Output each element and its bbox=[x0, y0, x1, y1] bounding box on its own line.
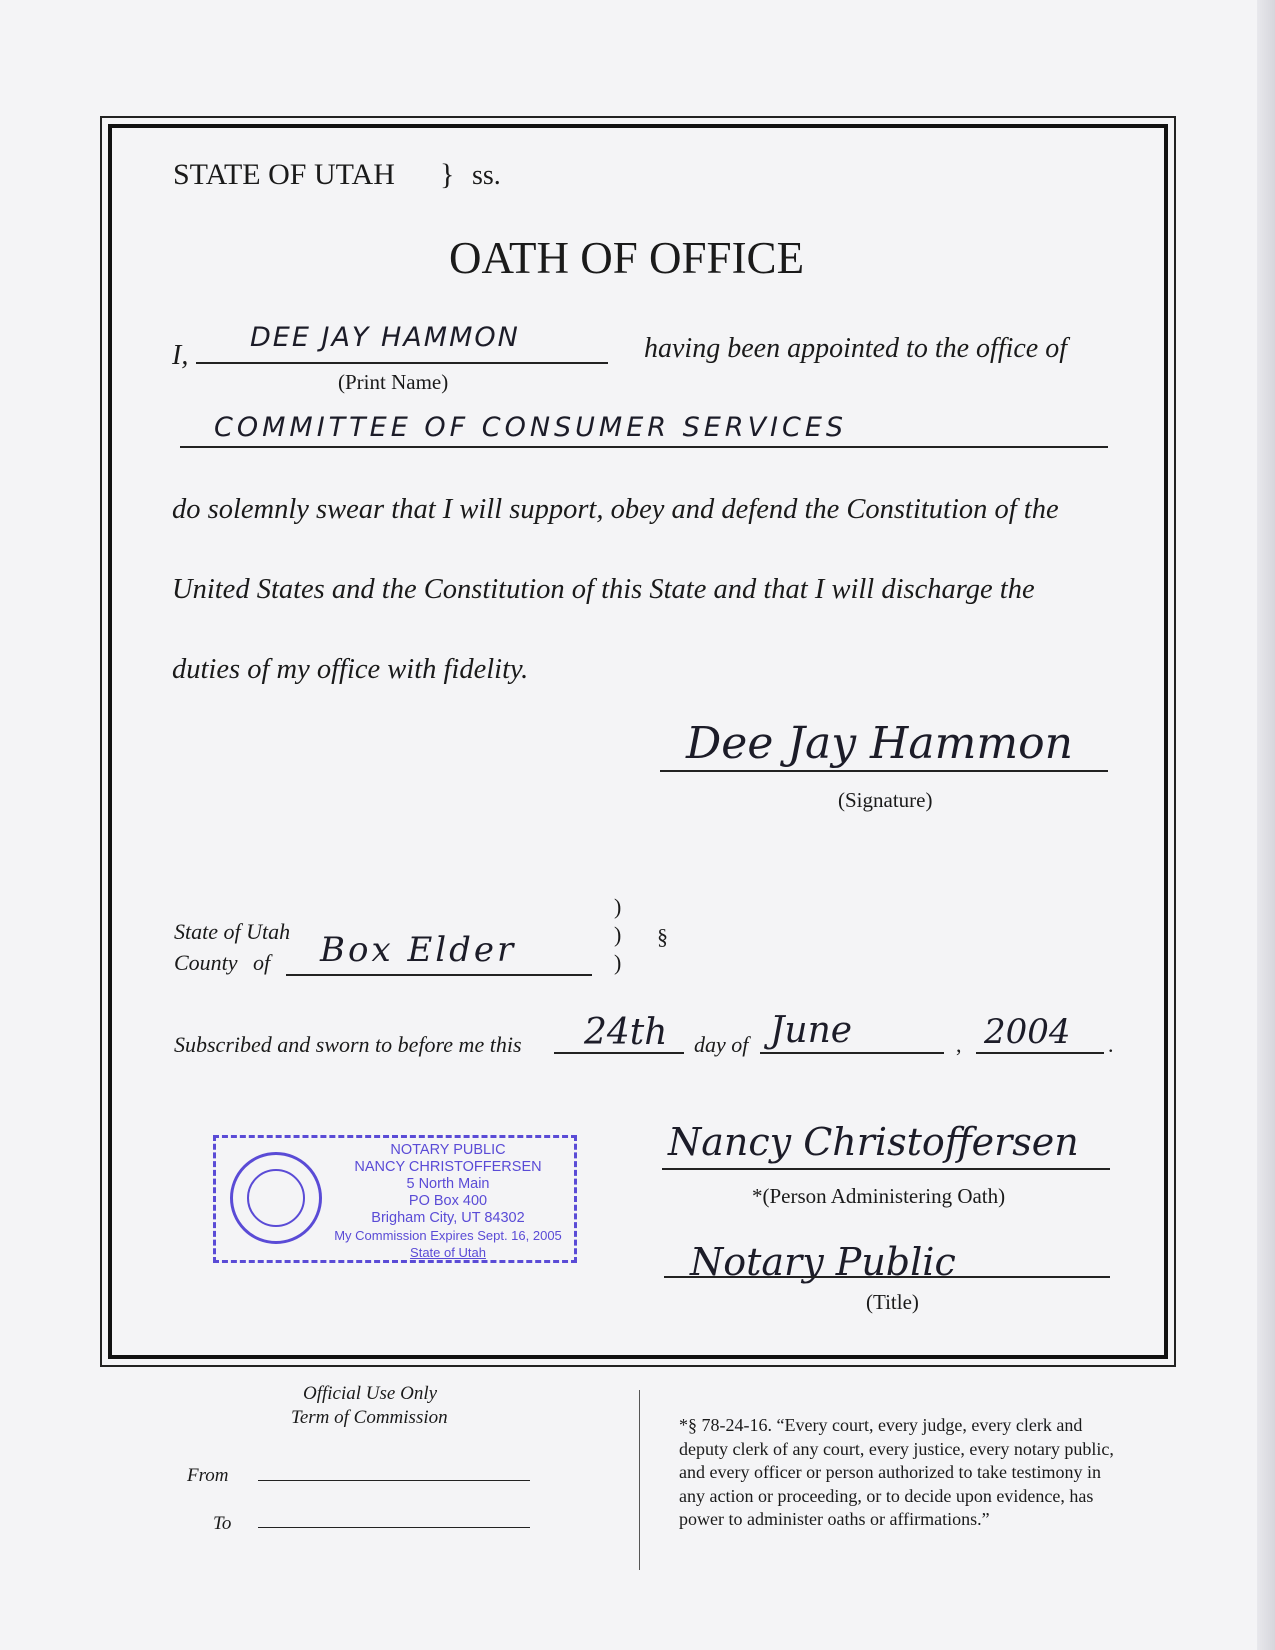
print-name-line bbox=[196, 362, 608, 364]
from-line bbox=[258, 1480, 530, 1481]
stamp-line-6: My Commission Expires Sept. 16, 2005 bbox=[334, 1228, 562, 1243]
date-period: . bbox=[1108, 1032, 1114, 1057]
term-of-commission-heading: Term of Commission bbox=[291, 1407, 448, 1428]
county-value: Box Elder bbox=[320, 930, 517, 970]
month-line bbox=[760, 1052, 944, 1054]
section-symbol: § bbox=[657, 924, 668, 949]
signature-label: (Signature) bbox=[838, 788, 933, 812]
date-comma: , bbox=[956, 1032, 962, 1057]
print-name-label: (Print Name) bbox=[338, 370, 449, 394]
footnote-line-5: power to administer oaths or affirmations.” bbox=[679, 1509, 990, 1529]
year-line bbox=[976, 1052, 1104, 1054]
oath-text-line-3: duties of my office with fidelity. bbox=[172, 654, 529, 685]
footnote-line-2: deputy clerk of any court, every justice, every notary public, bbox=[679, 1438, 1114, 1459]
appointed-text: having been appointed to the office of bbox=[644, 333, 1068, 364]
signature-line bbox=[660, 770, 1108, 772]
stamp-line-3: 5 North Main bbox=[406, 1176, 490, 1192]
office-line bbox=[180, 446, 1108, 448]
administering-line bbox=[662, 1168, 1110, 1170]
page-edge-shadow bbox=[1257, 0, 1275, 1650]
administering-label: *(Person Administering Oath) bbox=[752, 1184, 1006, 1208]
oath-text-line-1: do solemnly swear that I will support, obey and defend the Constitution of the bbox=[172, 494, 1059, 525]
stamp-line-5: Brigham City, UT 84302 bbox=[371, 1210, 525, 1226]
day-line bbox=[554, 1052, 684, 1054]
administering-signature: Nancy Christoffersen bbox=[668, 1120, 1079, 1164]
office-value: COMMITTEE OF CONSUMER SERVICES bbox=[214, 412, 848, 443]
footnote-line-3: and every officer or person authorized to take testimony in bbox=[679, 1462, 1102, 1482]
signature-value: Dee Jay Hammon bbox=[686, 718, 1073, 769]
paren-1: ) bbox=[614, 894, 622, 919]
from-label: From bbox=[187, 1465, 229, 1486]
official-use-heading: Official Use Only bbox=[303, 1383, 438, 1404]
stamp-line-2: NANCY CHRISTOFFERSEN bbox=[354, 1159, 542, 1175]
day-of-text: day of bbox=[694, 1032, 749, 1057]
i-label: I, bbox=[172, 340, 189, 371]
statute-footnote bbox=[679, 1414, 1114, 1532]
footnote-line-4: any action or proceeding, or to decide upon evidence, has bbox=[679, 1485, 1094, 1506]
county-line bbox=[286, 974, 592, 976]
footnote-line-1: *§ 78-24-16. “Every court, every judge, every clerk and bbox=[679, 1415, 1083, 1435]
stamp-line-4: PO Box 400 bbox=[408, 1193, 488, 1209]
oath-text-line-2: United States and the Constitution of this State and that I will discharge the bbox=[172, 574, 1035, 605]
to-line bbox=[258, 1527, 530, 1528]
month-value: June bbox=[770, 1010, 853, 1051]
stamp-line-1: NOTARY PUBLIC bbox=[390, 1142, 506, 1158]
notary-stamp bbox=[213, 1135, 577, 1263]
day-value: 24th bbox=[584, 1012, 668, 1053]
year-value: 2004 bbox=[984, 1012, 1071, 1052]
brace: } bbox=[440, 158, 455, 191]
title-line bbox=[664, 1276, 1110, 1278]
subscribed-text: Subscribed and sworn to before me this bbox=[174, 1032, 522, 1057]
seal-inner-ring bbox=[247, 1169, 305, 1227]
paren-2: ) bbox=[614, 922, 622, 947]
stamp-line-7: State of Utah bbox=[410, 1245, 486, 1260]
state-heading: STATE OF UTAH bbox=[173, 158, 395, 191]
to-label: To bbox=[213, 1513, 232, 1534]
county-label: County of bbox=[174, 950, 271, 975]
paren-3: ) bbox=[614, 950, 622, 975]
title-label: (Title) bbox=[866, 1290, 919, 1314]
ss-label: ss. bbox=[472, 160, 501, 191]
print-name-value: DEE JAY HAMMON bbox=[250, 322, 520, 353]
jurat-state-label: State of Utah bbox=[174, 919, 291, 944]
state-seal-icon bbox=[230, 1152, 322, 1244]
stamp-text-block bbox=[326, 1142, 570, 1261]
title-value: Notary Public bbox=[690, 1240, 956, 1284]
page-title: OATH OF OFFICE bbox=[449, 233, 805, 283]
footer-divider bbox=[639, 1390, 640, 1570]
